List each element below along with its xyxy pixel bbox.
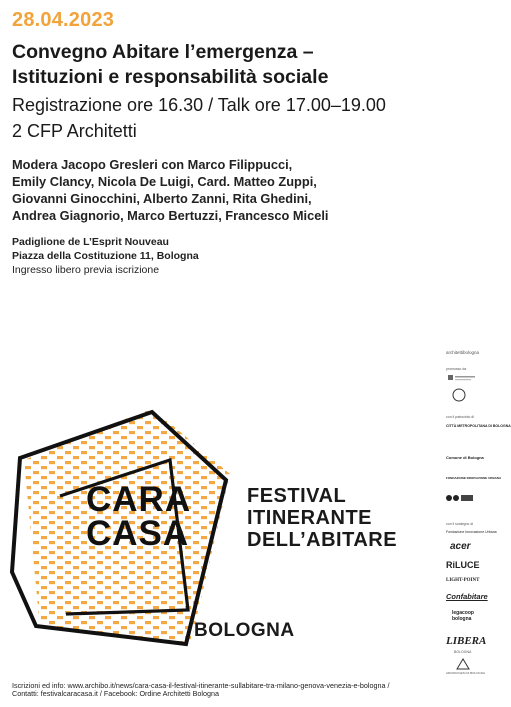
footer-info: Iscrizioni ed info: www.archibo.it/news/cara-casa-il-festival-itinerante-sullabitare-tra-milano-genova-venezia-e-bologna /	[12, 681, 390, 690]
festival-line-3: DELL’ABITARE	[247, 529, 398, 551]
supporter-arcidiocesi: ARCIDIOCESI DI BOLOGNA	[446, 671, 486, 675]
event-date: 28.04.2023	[12, 9, 115, 31]
logo-word-cara: CARA	[86, 480, 192, 519]
supporter-libera-city: BOLOGNA	[454, 650, 472, 654]
moderators-line-3: Giovanni Ginocchini, Alberto Zanni, Rita Ghedini,	[12, 191, 312, 206]
supporter-fiu: Fondazione Innovazione Urbana	[446, 530, 497, 534]
supporter-riluce: RiLUCE	[446, 560, 480, 570]
patron-comune-bologna: Comune di Bologna	[446, 455, 484, 460]
schedule-line: Registrazione ore 16.30 / Talk ore 17.00–19.00	[12, 95, 386, 115]
sponsor-architetti: architettibologna	[446, 350, 480, 355]
moderators-line-4: Andrea Giagnorio, Marco Bertuzzi, Francesco Miceli	[12, 208, 329, 223]
credits-line: 2 CFP Architetti	[12, 121, 137, 141]
moderators-line-1: Modera Jacopo Gresleri con Marco Filippucci,	[12, 157, 293, 172]
patron-citta-metropolitana: CITTÀ METROPOLITANA DI BOLOGNA	[446, 424, 511, 428]
supporter-libera: LIBERA	[446, 635, 487, 647]
venue-address: Piazza della Costituzione 11, Bologna	[12, 250, 199, 262]
seal-icon	[452, 388, 466, 402]
patrons-label: con il patrocinio di	[446, 415, 475, 419]
diocese-emblem-icon	[456, 658, 470, 670]
moderators-line-2: Emily Clancy, Nicola De Luigi, Card. Matteo Zuppi,	[12, 174, 317, 189]
support-label: con il sostegno di	[446, 522, 474, 526]
footer-contacts: Contatti: festivalcaracasa.it / Facebook: Ordine Architetti Bologna	[12, 689, 219, 698]
supporter-acer: acer	[450, 541, 471, 552]
promoted-label: promosso da	[446, 367, 467, 371]
promoter-logo-icon	[448, 374, 478, 382]
venue-note: Ingresso libero previa iscrizione	[12, 264, 160, 276]
title-line-1: Convegno Abitare l’emergenza –	[12, 41, 314, 63]
sponsors-column	[446, 348, 511, 678]
title-line-2: Istituzioni e responsabilità sociale	[12, 66, 329, 88]
patron-fondazione: FONDAZIONE INNOVAZIONE URBANA	[446, 476, 502, 480]
circles-logo-icon	[446, 494, 476, 502]
festival-city: BOLOGNA	[194, 620, 295, 641]
supporter-lightpoint: LIGHT-POINT	[446, 578, 480, 583]
festival-line-1: FESTIVAL	[247, 485, 347, 507]
venue-name: Padiglione de L’Esprit Nouveau	[12, 236, 169, 248]
supporter-legacoop: legacoop bologna	[452, 610, 474, 622]
supporter-confabitare: Confabitare	[446, 592, 488, 601]
logo-word-casa: CASA	[86, 514, 190, 553]
festival-line-2: ITINERANTE	[247, 507, 372, 529]
